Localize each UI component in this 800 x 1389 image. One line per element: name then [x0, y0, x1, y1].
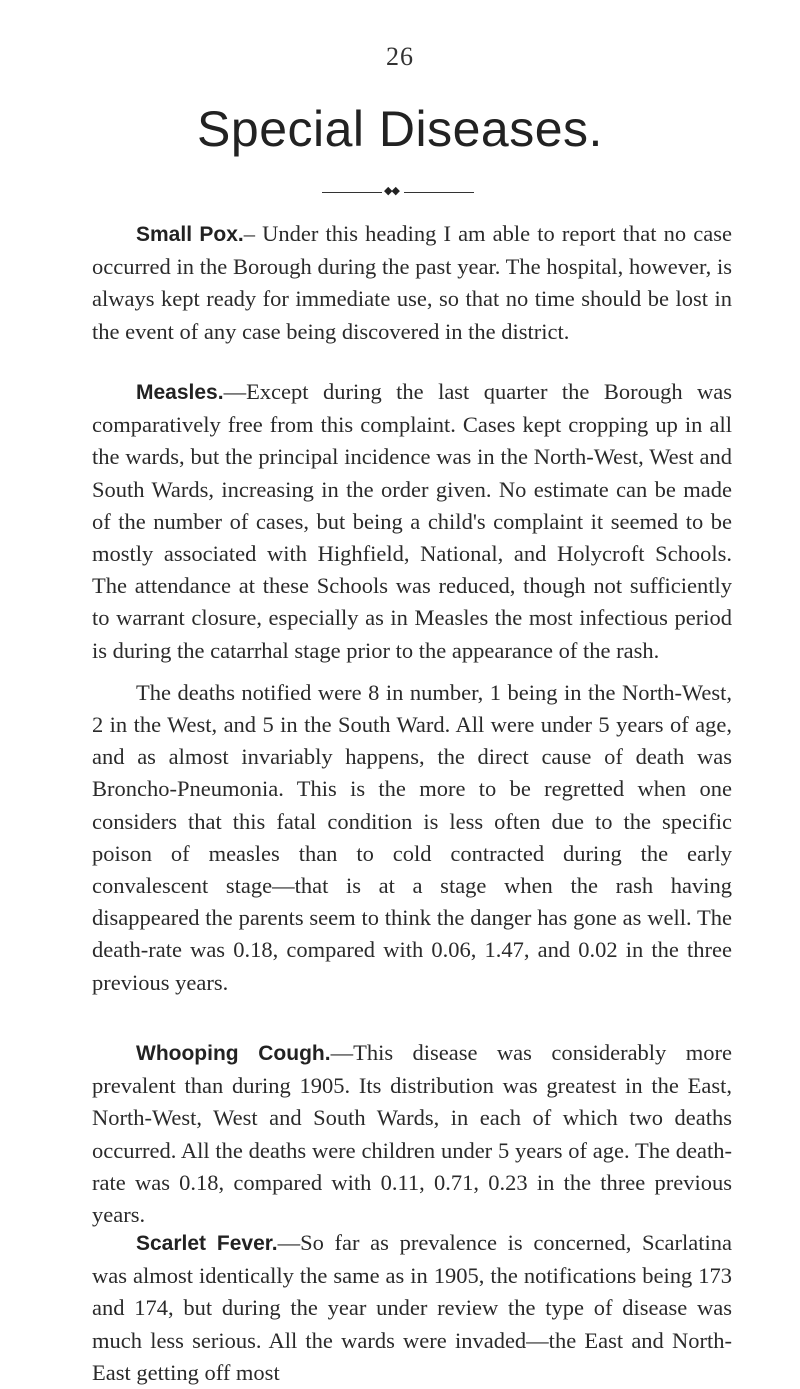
divider-line-right	[404, 192, 474, 193]
scarlet-fever-paragraph	[92, 1227, 732, 1389]
section-measles	[92, 376, 732, 999]
divider-line-left	[322, 192, 382, 193]
page-title: Special Diseases.	[197, 101, 603, 157]
measles-text: —Except during the last quarter the Borough was comparatively free from this complaint. Cases kept cropping up in all the wards, but the principal incidence was in the North-West, West and South Wards, increasing in the order given. No estimate can be made of the number of cases, but being a child's complaint it seemed to be mostly associated with Highfield, National, and Holycroft Schools. The attendance at these Schools was reduced, though not sufficiently to warrant closure, especially as in Measles the most infectious period is during the catarrhal stage prior to the appearance of the rash.	[92, 379, 732, 663]
whooping-cough-heading: Whooping Cough.	[136, 1042, 331, 1065]
small-pox-text: – Under this heading I am able to report that no case occurred in the Borough during the past year. The hospital, however, is always kept ready for immediate use, so that no time should be lost in the event of any case being discovered in the district.	[92, 221, 732, 344]
small-pox-heading: Small Pox.	[136, 223, 244, 246]
scarlet-fever-text: —So far as prevalence is concerned, Scarlatina was almost identically the same as in 1905, the notifications being 173 and 174, but during the year under review the type of disease was much less serious. All the wards were invaded—the East and North-East getting off most	[92, 1230, 732, 1385]
scarlet-fever-heading: Scarlet Fever.	[136, 1232, 278, 1255]
whooping-cough-paragraph	[92, 1037, 732, 1231]
section-whooping-cough	[92, 1037, 732, 1231]
measles-paragraph-1	[92, 376, 732, 667]
section-small-pox	[92, 218, 732, 348]
measles-heading: Measles.	[136, 381, 224, 404]
diamond-ornament-icon: ◆◆	[384, 185, 399, 197]
measles-paragraph-2: The deaths notified were 8 in number, 1 being in the North-West, 2 in the West, and 5 in the South Ward. All were under 5 years of age, and as almost invariably happens, the direct cause of death was Broncho-Pneumonia. This is the more to be regretted when one considers that this fatal condition is less often due to the specific poison of measles than to cold contracted during the early convalescent stage—that is at a stage when the rash having disappeared the parents seem to think the danger has gone as well. The death-rate was 0.18, compared with 0.06, 1.47, and 0.02 in the three previous years.	[92, 679, 732, 995]
small-pox-paragraph	[92, 218, 732, 348]
page-number: 26	[386, 42, 414, 71]
whooping-cough-text: —This disease was considerably more prevalent than during 1905. Its distribution was greatest in the East, North-West, West and South Wards, in each of which two deaths occurred. All the deaths were children under 5 years of age. The death-rate was 0.18, compared with 0.11, 0.71, 0.23 in the three previous years.	[92, 1040, 732, 1228]
section-scarlet-fever	[92, 1227, 732, 1389]
section-divider-ornament	[322, 185, 474, 198]
